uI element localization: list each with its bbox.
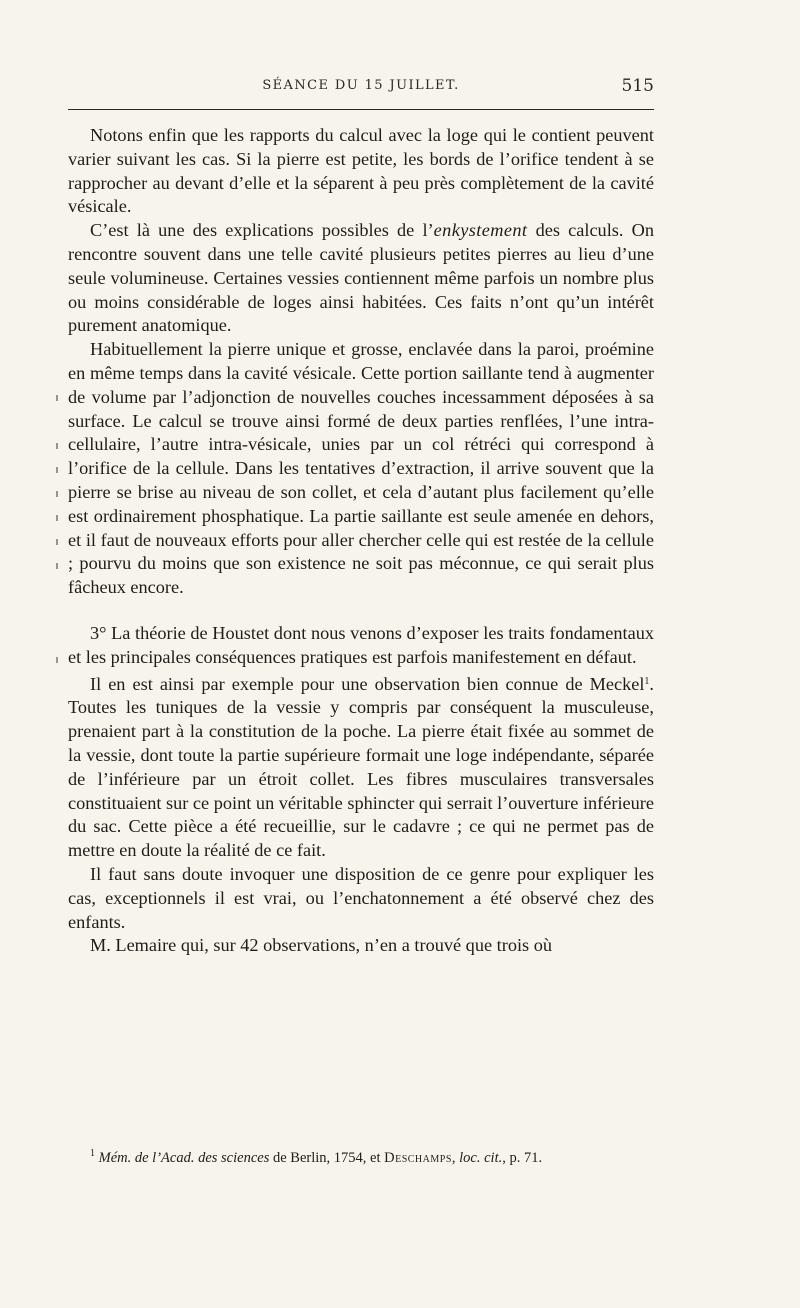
paragraph-6: Il faut sans doute invoquer une disposition de ce genre pour expliquer les cas, exceptionnels il est vrai, ou l’enchatonnement a été observé chez des enfants. xyxy=(68,863,654,932)
paragraph-2-start: C’est là une des explications possibles de l’ xyxy=(90,220,434,241)
paragraph-7: M. Lemaire qui, sur 42 observations, n’en a trouvé que trois où xyxy=(90,935,553,956)
body-text xyxy=(68,124,654,958)
paragraph-5-end: . Toutes les tuniques de la vessie y compris par conséquent la musculeuse, prenaient part à la constitution de la poche. La pierre était fixée au sommet de la vessie, dont toute la partie supérieure formait une loge indépendante, séparée de l’inférieure par un étroit collet. Les fibres musculaires transversales constituaient sur ce point un véritable sphincter qui serrait l’ouverture inférieure du sac. Cette pièce a été recueillie, sur le cadavre ; ce qui ne permet pas de mettre en doute la réalité de ce fait. xyxy=(68,673,654,861)
paragraph-2 xyxy=(68,219,654,338)
running-title: SÉANCE DU 15 JUILLET. xyxy=(262,78,460,93)
footnote-separator: , xyxy=(451,1150,460,1166)
footnote-mark: 1 xyxy=(90,1148,95,1159)
footnote-page: , p. 71. xyxy=(502,1150,543,1166)
footnote-reference: 1 xyxy=(644,675,650,687)
paragraph-4: 3° La théorie de Houstet dont nous venons d’exposer les traits fondamentaux et les principales conséquences pratiques est parfois manifestement en défaut. xyxy=(68,622,654,667)
emphasis-enkystement: enkystement xyxy=(433,220,528,241)
paragraph-5-start: Il en est ainsi par exemple pour une observation bien connue de Meckel xyxy=(90,673,645,694)
footnotes xyxy=(68,1144,654,1168)
header-rule xyxy=(68,109,654,110)
footnote-title: Mém. de l’Acad. des sciences xyxy=(98,1150,270,1166)
footnote-loc-cit: loc. cit. xyxy=(459,1150,503,1166)
margin-marks xyxy=(56,395,62,695)
paragraph-5 xyxy=(68,670,654,863)
footnote-1 xyxy=(68,1144,654,1168)
page-number: 515 xyxy=(621,76,654,96)
paragraph-2-end: des calculs. On rencontre souvent dans une telle cavité plusieurs petites pierres au lieu d’une seule volumineuse. Certaines vessies contiennent même parfois un nombre plus ou moins considérable de loges ainsi habitées. Ces faits n’ont qu’un intérêt purement anatomique. xyxy=(68,220,654,336)
footnote-author: Deschamps xyxy=(384,1150,452,1166)
paragraph-1: Notons enfin que les rapports du calcul avec la loge qui le contient peuvent varier suivant les cas. Si la pierre est petite, les bords de l’orifice tendent à se rapprocher au devant d’elle et la séparent à peu près complètement de la cavité vésicale. xyxy=(68,125,654,217)
footnote-text: de Berlin, 1754, et xyxy=(269,1150,385,1166)
page-header xyxy=(68,76,654,100)
paragraph-3: Habituellement la pierre unique et grosse, enclavée dans la paroi, proémine en même temps dans la cavité vésicale. Cette portion saillante tend à augmenter de volume par l’adjonction de nouvelles couches incessamment déposées à sa surface. Le calcul se trouve ainsi formé de deux parties renflées, l’une intra-cellulaire, l’autre intra-vésicale, unies par un col rétréci qui correspond à l’orifice de la cellule. Dans les tentatives d’extraction, il arrive souvent que la pierre se brise au niveau de son collet, et cela d’autant plus facilement qu’elle est ordinairement phosphatique. La partie saillante est seule amenée en dehors, et il faut de nouveaux efforts pour aller chercher celle qui est restée de la cellule ; pourvu du moins que son existence ne soit pas méconnue, ce qui serait plus fâcheux encore. xyxy=(68,339,654,598)
